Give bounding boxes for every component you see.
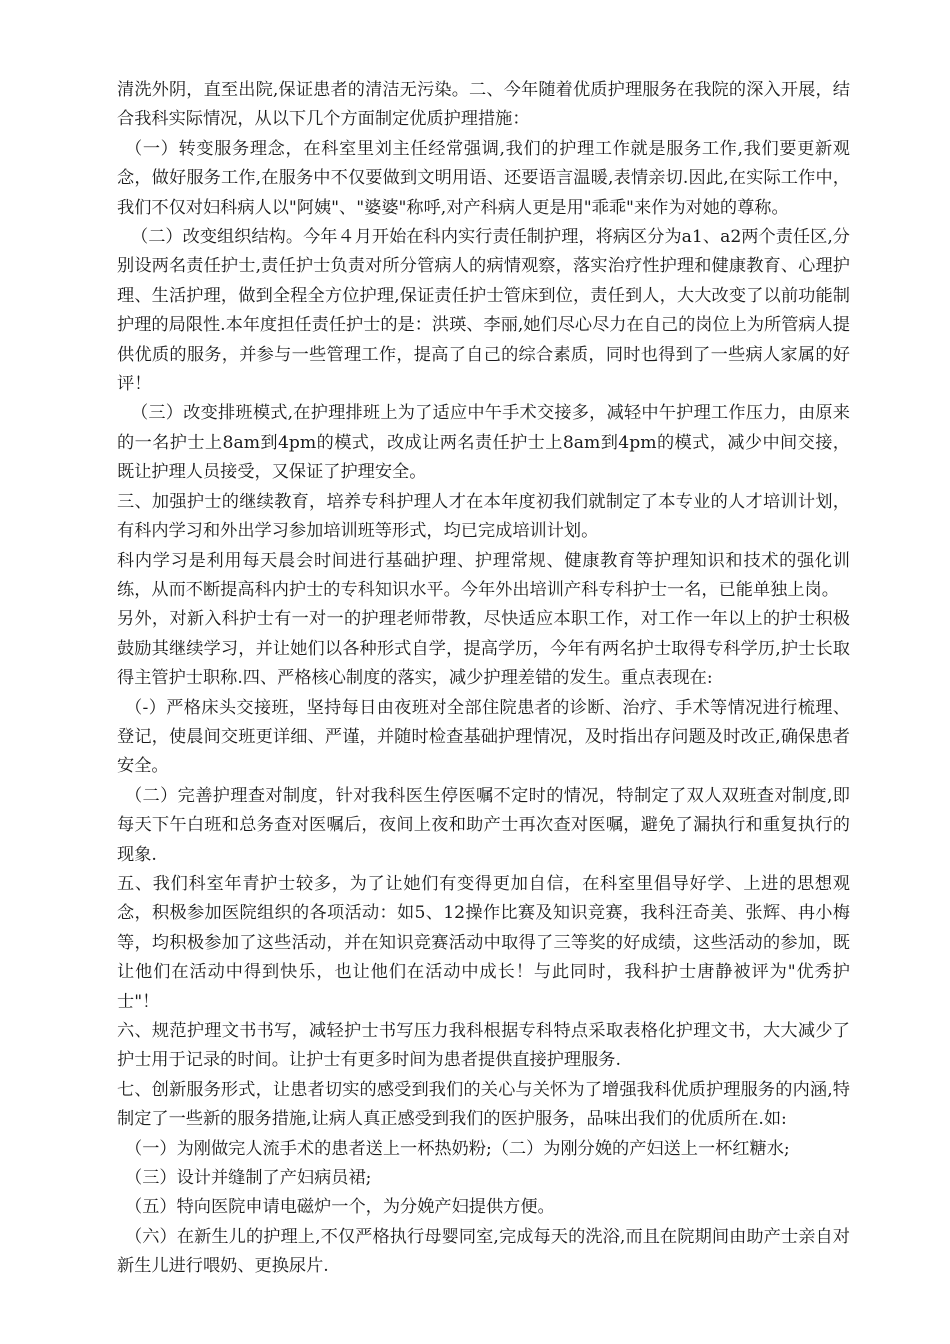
paragraph-intro: 清洗外阴，直至出院,保证患者的清洁无污染。二、今年随着优质护理服务在我院的深入开展，结合我科实际情况，从以下几个方面制定优质护理措施： <box>117 80 850 130</box>
paragraph-mentoring: 另外，对新入科护士有一对一的护理老师带教，尽快适应本职工作，对工作一年以上的护士积极鼓励其继续学习，并让她们以各种形式自学，提高学历，今年有两名护士取得专科学历,护士长取得主管护士职称.四、严格核心制度的落实，减少护理差错的发生。重点表现在: <box>117 609 850 689</box>
list-item-maternity-gown: （三）设计并缝制了产妇病员裙; <box>125 1168 372 1189</box>
paragraph-continuing-education: 三、加强护士的继续教育，培养专科护理人才在本年度初我们就制定了本专业的人才培训计划，有科内学习和外出学习参加培训班等形式，均已完成培训计划。 <box>117 491 850 542</box>
paragraph-service-concept: （一）转变服务理念，在科室里刘主任经常强调,我们的护理工作就是服务工作,我们要更新观念，做好服务工作,在服务中不仅要做到文明用语、还要语言温暖,表情亲切.因此,在实际工作中，我们不仅对妇科病人以"阿姨"、"婆婆"称呼,对产科病人更是用"乖乖"来作为对她的尊称。 <box>117 138 850 218</box>
paragraph-service-innovation: 七、创新服务形式，让患者切实的感受到我们的关心与关怀为了增强我科优质护理服务的内涵,特制定了一些新的服务措施,让病人真正感受到我们的医护服务，品味出我们的优质所在.如: <box>117 1079 850 1130</box>
paragraph-young-nurses: 五、我们科室年青护士较多，为了让她们有变得更加自信，在科室里倡导好学、上进的思想观念，积极参加医院组织的各项活动：如5、12操作比赛及知识竞赛，我科汪奇美、张辉、冉小梅等，均积极参加了这些活动，并在知识竞赛活动中取得了三等奖的好成绩，这些活动的参加，既让他们在活动中得到快乐，也让他们在活动中成长！与此同时，我科护士唐静被评为"优秀护士"！ <box>117 873 850 1012</box>
paragraph-shift-mode: （三）改变排班模式,在护理排班上为了适应中午手术交接多，减轻中午护理工作压力，由原来的一名护士上8am到4pm的模式，改成让两名责任护士上8am到4pm的模式，减少中间交接，既让护理人员接受，又保证了护理安全。 <box>117 403 850 483</box>
list-item-milk-and-sugar: （一）为刚做完人流手术的患者送上一杯热奶粉;（二）为刚分娩的产妇送上一杯红糖水; <box>125 1138 790 1159</box>
paragraph-documentation: 六、规范护理文书书写，减轻护士书写压力我科根据专科特点采取表格化护理文书，大大减少了护士用于记录的时间。让护士有更多时间为患者提供直接护理服务. <box>117 1021 850 1071</box>
list-item-induction-cooker: （五）特向医院申请电磁炉一个，为分娩产妇提供方便。 <box>125 1197 555 1218</box>
list-item-newborn-care: （六）在新生儿的护理上,不仅严格执行母婴同室,完成每天的洗浴,而且在院期间由助产士亲自对新生儿进行喂奶、更换尿片. <box>117 1226 850 1277</box>
paragraph-checking-system: （二）完善护理查对制度，针对我科医生停医嘱不定时的情况，特制定了双人双班查对制度,即每天下午白班和总务查对医嘱后，夜间上夜和助产士再次查对医嘱，避免了漏执行和重复执行的现象. <box>117 785 850 865</box>
paragraph-organization-structure: （二）改变组织结构。今年４月开始在科内实行责任制护理，将病区分为a1、a2两个责任区,分别设两名责任护士,责任护士负责对所分管病人的病情观察，落实治疗性护理和健康教育、心理护理、生活护理，做到全程全方位护理,保证责任护士管床到位，责任到人，大大改变了以前功能制护理的局限性.本年度担任责任护士的是：洪瑛、李丽,她们尽心尽力在自己的岗位上为所管病人提供优质的服务，并参与一些管理工作，提高了自己的综合素质，同时也得到了一些病人家属的好评！ <box>117 227 850 395</box>
paragraph-internal-training: 科内学习是利用每天晨会时间进行基础护理、护理常规、健康教育等护理知识和技术的强化训练，从而不断提高科内护士的专科知识水平。今年外出培训产科专科护士一名，已能单独上岗。 <box>117 550 850 600</box>
document-body <box>117 76 850 1282</box>
paragraph-handover: （-）严格床头交接班，坚持每日由夜班对全部住院患者的诊断、治疗、手术等情况进行梳理、登记，使晨间交班更详细、严谨，并随时检查基础护理情况，及时指出存问题及时改正,确保患者安全。 <box>117 697 850 777</box>
